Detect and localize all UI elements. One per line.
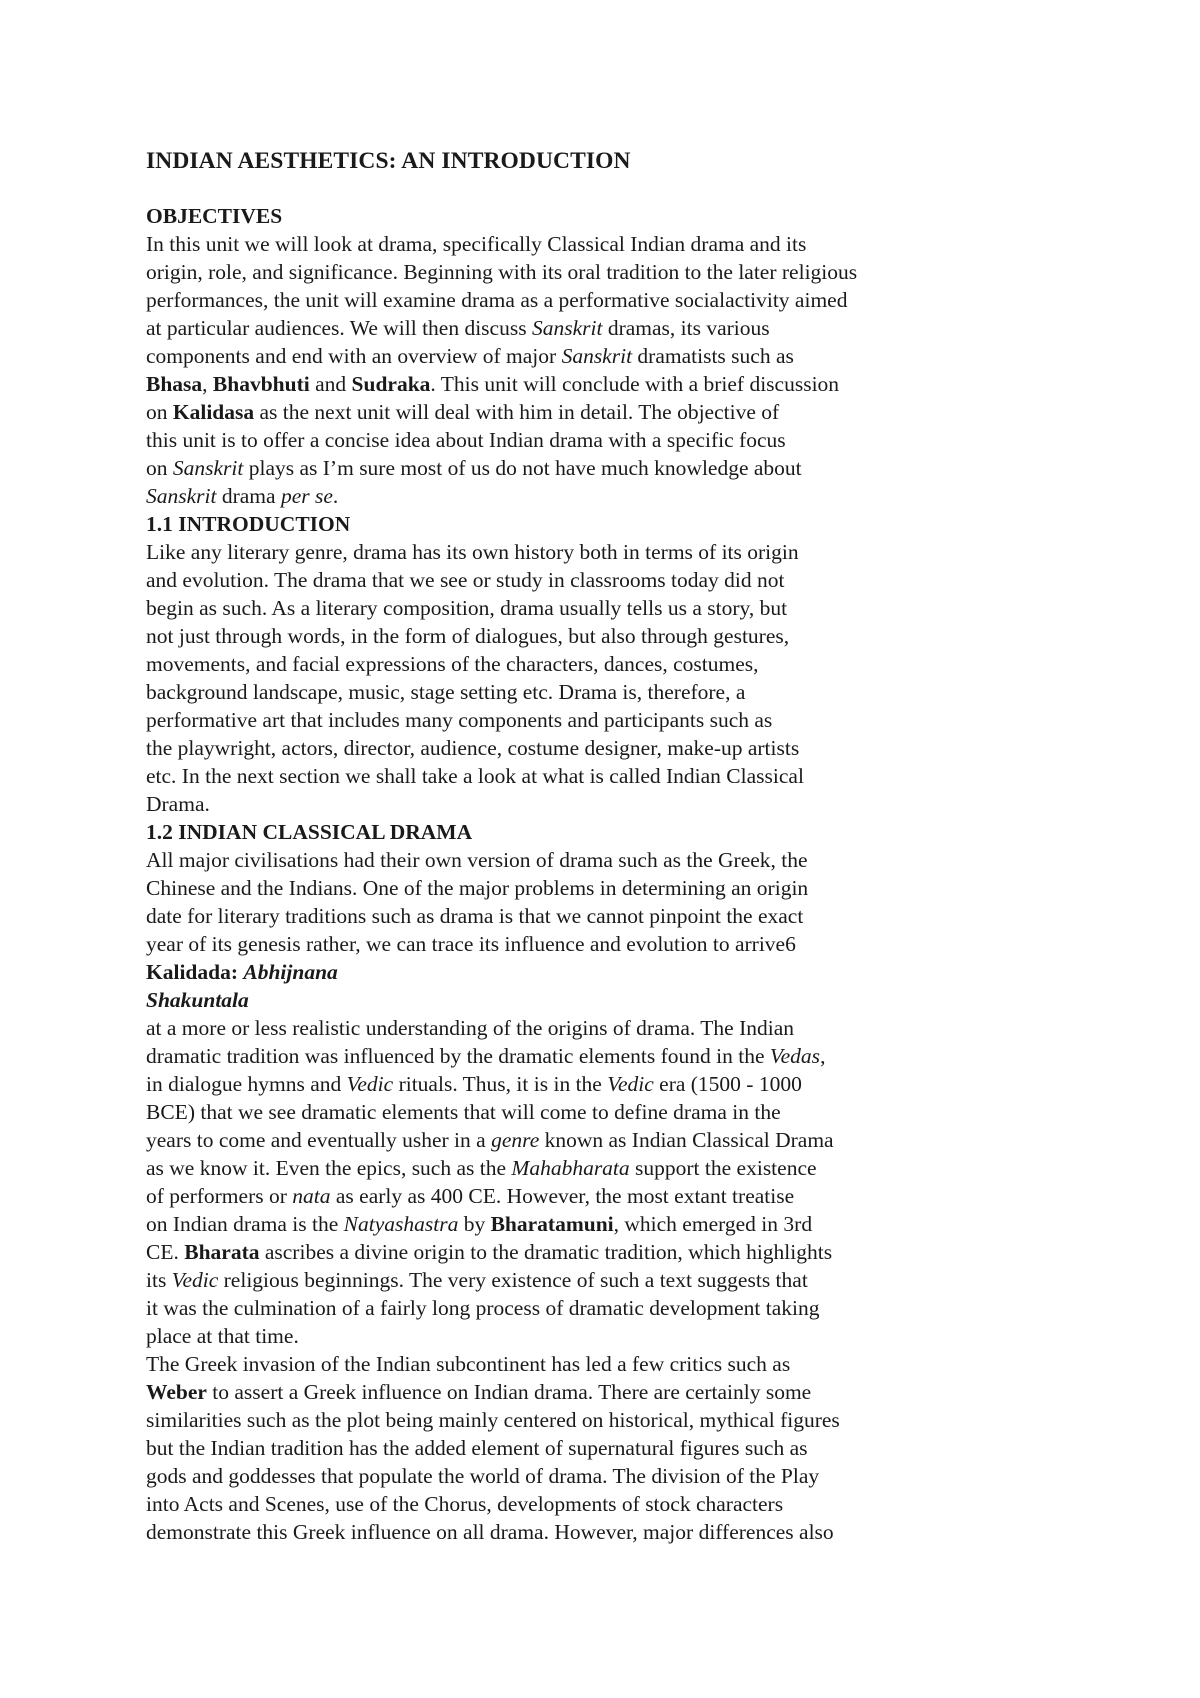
text-span: Vedas bbox=[769, 1044, 821, 1068]
text-span: place at that time. bbox=[146, 1324, 299, 1348]
text-span: on bbox=[146, 456, 173, 480]
text-span: Sanskrit bbox=[172, 456, 244, 480]
text-span: OBJECTIVES bbox=[146, 204, 283, 228]
text-span: as the next unit will deal with him in detail. The objective of bbox=[254, 400, 780, 424]
text-span: All major civilisations had their own version of drama such as the Greek, the bbox=[146, 848, 808, 872]
text-line bbox=[146, 342, 1106, 370]
text-span: in dialogue hymns and bbox=[146, 1072, 347, 1096]
text-span: In this unit we will look at drama, specifically Classical Indian drama and its bbox=[146, 232, 807, 256]
text-line bbox=[146, 846, 1106, 874]
text-line bbox=[146, 482, 1106, 510]
text-line bbox=[146, 1014, 1106, 1042]
text-span: Bhavbhuti bbox=[212, 372, 310, 396]
text-span: years to come and eventually usher in a bbox=[146, 1128, 492, 1152]
text-span bbox=[146, 988, 249, 1012]
text-span: into Acts and Scenes, use of the Chorus, developments of stock characters bbox=[146, 1492, 784, 1516]
text-line bbox=[146, 958, 1106, 986]
text-span: its bbox=[146, 1268, 172, 1292]
text-span: per se bbox=[280, 484, 333, 508]
text-span: gods and goddesses that populate the world of drama. The division of the Play bbox=[146, 1464, 820, 1488]
text-line bbox=[146, 1350, 1106, 1378]
text-span: . bbox=[332, 484, 339, 508]
text-span: 1.2 INDIAN CLASSICAL DRAMA bbox=[146, 820, 473, 844]
text-line bbox=[146, 1238, 1106, 1266]
text-span: Weber bbox=[146, 1380, 207, 1404]
text-span: on Indian drama is the bbox=[146, 1212, 344, 1236]
text-span: known as Indian Classical Drama bbox=[539, 1128, 834, 1152]
text-span: , bbox=[202, 372, 213, 396]
text-line bbox=[146, 1070, 1106, 1098]
text-line bbox=[146, 398, 1106, 426]
text-line bbox=[146, 1182, 1106, 1210]
text-line bbox=[146, 874, 1106, 902]
section-heading bbox=[146, 510, 1106, 538]
text-span: this unit is to offer a concise idea about Indian drama with a specific focus bbox=[146, 428, 786, 452]
text-span: origin, role, and significance. Beginning with its oral tradition to the later religious bbox=[146, 260, 858, 284]
text-span: Chinese and the Indians. One of the major problems in determining an origin bbox=[146, 876, 809, 900]
text-span: dramatists such as bbox=[632, 344, 794, 368]
text-line bbox=[146, 1490, 1106, 1518]
text-span: dramatic tradition was influenced by the dramatic elements found in the bbox=[146, 1044, 770, 1068]
text-span: Vedic bbox=[346, 1072, 394, 1096]
text-span: of performers or bbox=[146, 1184, 293, 1208]
text-line bbox=[146, 286, 1106, 314]
text-span: Like any literary genre, drama has its own history both in terms of its origin bbox=[146, 540, 799, 564]
text-span: 1.1 INTRODUCTION bbox=[146, 512, 351, 536]
text-span: it was the culmination of a fairly long process of dramatic development taking bbox=[146, 1296, 820, 1320]
text-line bbox=[146, 566, 1106, 594]
text-span: as early as 400 CE. However, the most extant treatise bbox=[330, 1184, 795, 1208]
text-span: , which emerged in 3rd bbox=[613, 1212, 813, 1236]
text-line bbox=[146, 706, 1106, 734]
text-line bbox=[146, 1462, 1106, 1490]
text-line bbox=[146, 622, 1106, 650]
section-heading bbox=[146, 818, 1106, 846]
section-heading bbox=[146, 202, 1106, 230]
text-line bbox=[146, 734, 1106, 762]
text-span: movements, and facial expressions of the characters, dances, costumes, bbox=[146, 652, 759, 676]
text-span: and bbox=[309, 372, 352, 396]
text-line bbox=[146, 1322, 1106, 1350]
text-span: Shakuntala bbox=[146, 988, 249, 1012]
text-line bbox=[146, 1406, 1106, 1434]
text-span: Bharatamuni bbox=[490, 1212, 614, 1236]
text-span: to assert a Greek influence on Indian drama. There are certainly some bbox=[206, 1380, 812, 1404]
text-span: , bbox=[820, 1044, 826, 1068]
text-line bbox=[146, 454, 1106, 482]
text-line bbox=[146, 314, 1106, 342]
text-span: performances, the unit will examine drama as a performative socialactivity aimed bbox=[146, 288, 848, 312]
text-line bbox=[146, 650, 1106, 678]
text-line bbox=[146, 1126, 1106, 1154]
text-span: CE. bbox=[146, 1240, 185, 1264]
text-span bbox=[243, 960, 337, 984]
document-page bbox=[146, 146, 1106, 1546]
text-span: at a more or less realistic understanding of the origins of drama. The Indian bbox=[146, 1016, 794, 1040]
text-span: date for literary traditions such as drama is that we cannot pinpoint the exact bbox=[146, 904, 804, 928]
text-span: Bhasa bbox=[146, 372, 203, 396]
text-line bbox=[146, 930, 1106, 958]
text-span: and evolution. The drama that we see or study in classrooms today did not bbox=[146, 568, 785, 592]
text-span: plays as I’m sure most of us do not have much knowledge about bbox=[243, 456, 802, 480]
text-span: Sanskrit bbox=[531, 316, 603, 340]
text-span: Natyashastra bbox=[343, 1212, 459, 1236]
text-span: not just through words, in the form of dialogues, but also through gestures, bbox=[146, 624, 790, 648]
text-span: etc. In the next section we shall take a look at what is called Indian Classical bbox=[146, 764, 804, 788]
text-span: drama bbox=[216, 484, 281, 508]
text-line bbox=[146, 1294, 1106, 1322]
text-span: the playwright, actors, director, audience, costume designer, make-up artists bbox=[146, 736, 800, 760]
text-span: but the Indian tradition has the added element of supernatural figures such as bbox=[146, 1436, 808, 1460]
text-span: genre bbox=[491, 1128, 540, 1152]
text-span: as we know it. Even the epics, such as the bbox=[146, 1156, 512, 1180]
text-line bbox=[146, 678, 1106, 706]
text-span: Mahabharata bbox=[511, 1156, 630, 1180]
text-line bbox=[146, 1434, 1106, 1462]
text-line bbox=[146, 902, 1106, 930]
text-span: . This unit will conclude with a brief discussion bbox=[430, 372, 840, 396]
text-span: ascribes a divine origin to the dramatic tradition, which highlights bbox=[259, 1240, 833, 1264]
text-span: Vedic bbox=[607, 1072, 654, 1096]
text-line bbox=[146, 1098, 1106, 1126]
text-line bbox=[146, 1518, 1106, 1546]
text-line bbox=[146, 1154, 1106, 1182]
text-span: begin as such. As a literary composition, drama usually tells us a story, but bbox=[146, 596, 788, 620]
text-line bbox=[146, 594, 1106, 622]
text-span: support the existence bbox=[629, 1156, 817, 1180]
text-line bbox=[146, 370, 1106, 398]
text-span: Abhijnana bbox=[243, 960, 338, 984]
text-line bbox=[146, 1378, 1106, 1406]
page-title: INDIAN AESTHETICS: AN INTRODUCTION bbox=[146, 148, 631, 174]
text-span: The Greek invasion of the Indian subcontinent has led a few critics such as bbox=[146, 1352, 791, 1376]
text-line bbox=[146, 986, 1106, 1014]
text-span: demonstrate this Greek influence on all drama. However, major differences also bbox=[146, 1520, 834, 1544]
text-span: year of its genesis rather, we can trace its influence and evolution to arrive6 bbox=[146, 932, 796, 956]
body-text bbox=[146, 202, 1106, 1546]
text-span: at particular audiences. We will then discuss bbox=[146, 316, 532, 340]
text-span: Sanskrit bbox=[146, 484, 217, 508]
text-line bbox=[146, 790, 1106, 818]
text-line bbox=[146, 538, 1106, 566]
text-span: by bbox=[458, 1212, 491, 1236]
text-span: Kalidada: bbox=[146, 960, 244, 984]
text-line bbox=[146, 1266, 1106, 1294]
text-span: components and end with an overview of major bbox=[146, 344, 562, 368]
text-line bbox=[146, 230, 1106, 258]
text-span: Kalidasa bbox=[172, 400, 255, 424]
text-span: background landscape, music, stage setting etc. Drama is, therefore, a bbox=[146, 680, 746, 704]
text-line bbox=[146, 426, 1106, 454]
text-line bbox=[146, 258, 1106, 286]
text-span: BCE) that we see dramatic elements that will come to define drama in the bbox=[146, 1100, 781, 1124]
text-line bbox=[146, 1042, 1106, 1070]
text-span: performative art that includes many components and participants such as bbox=[146, 708, 773, 732]
text-span: Bharata bbox=[184, 1240, 260, 1264]
text-span: Sudraka bbox=[351, 372, 431, 396]
text-line bbox=[146, 1210, 1106, 1238]
text-span: era (1500 - 1000 bbox=[653, 1072, 802, 1096]
text-line bbox=[146, 762, 1106, 790]
text-span: rituals. Thus, it is in the bbox=[393, 1072, 608, 1096]
text-span: on bbox=[146, 400, 173, 424]
text-span: dramas, its various bbox=[602, 316, 770, 340]
text-span: religious beginnings. The very existence of such a text suggests that bbox=[218, 1268, 808, 1292]
text-span: Sanskrit bbox=[561, 344, 633, 368]
text-span: nata bbox=[292, 1184, 331, 1208]
text-span: Vedic bbox=[171, 1268, 219, 1292]
text-span: Drama. bbox=[146, 792, 210, 816]
text-span: similarities such as the plot being mainly centered on historical, mythical figures bbox=[146, 1408, 840, 1432]
